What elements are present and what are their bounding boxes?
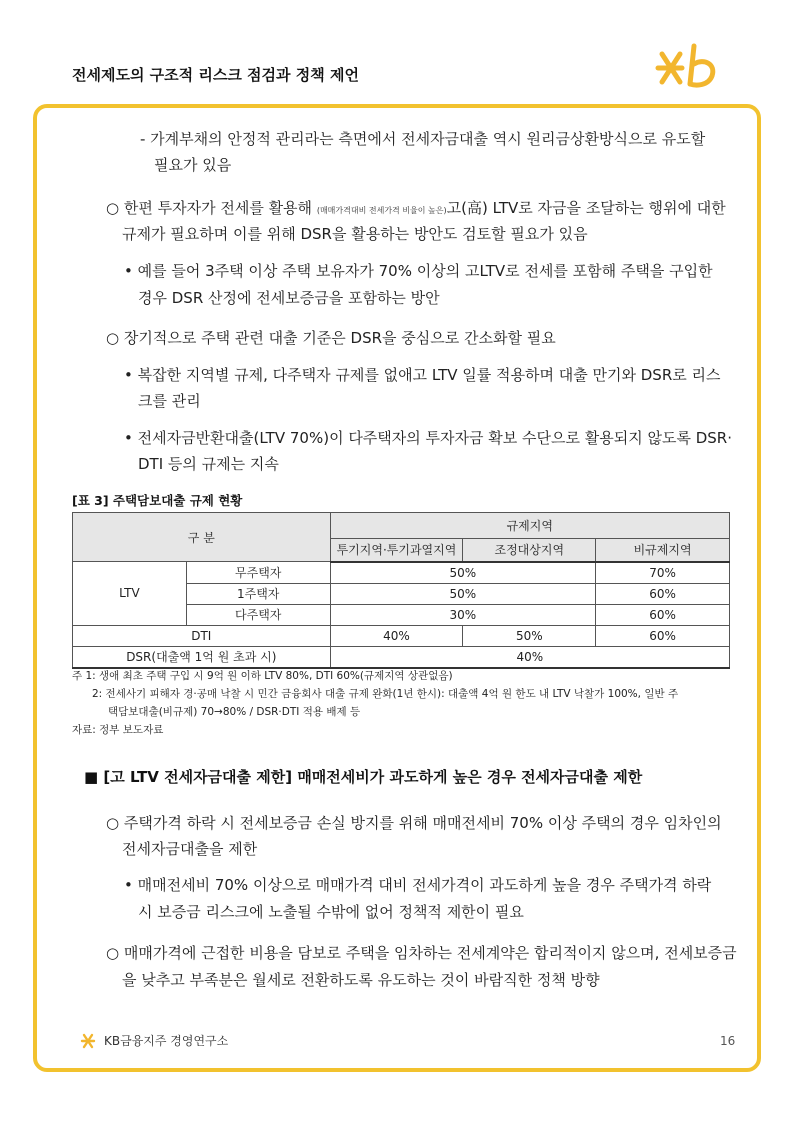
- paragraph-line: • 전세자금반환대출(LTV 70%)이 다주택자의 투자자금 확보 수단으로 활용되지 않도록 DSR·: [124, 429, 732, 447]
- paragraph-line: 전세자금대출을 제한: [122, 840, 258, 858]
- table-cell: 60%: [596, 583, 730, 604]
- paragraph-text: 고(高) LTV로 자금을 조달하는 행위에 대한: [446, 199, 726, 217]
- table-note: 택담보대출(비규제) 70→80% / DSR·DTI 적용 배제 등: [108, 706, 361, 718]
- paragraph-line: 을 낮추고 부족분은 월세로 전환하도록 유도하는 것이 바람직한 정책 방향: [122, 971, 600, 989]
- table-note: 2: 전세사기 피해자 경·공매 낙찰 시 민간 금융회사 대출 규제 완화(1년 한시): 대출액 4억 원 한도 내 LTV 낙찰가 100%, 일반 주: [92, 688, 679, 700]
- table-title: [표 3] 주택담보대출 규제 현황: [72, 493, 243, 508]
- table-cell: 40%: [330, 646, 729, 668]
- paragraph-line: • 복잡한 지역별 규제, 다주택자 규제를 없애고 LTV 일률 적용하며 대출 만기와 DSR로 리스: [124, 366, 721, 384]
- paragraph-line: DTI 등의 규제는 지속: [138, 455, 279, 473]
- paragraph-line: 규제가 필요하며 이를 위해 DSR을 활용하는 방안도 검토할 필요가 있음: [122, 225, 588, 243]
- page-number: 16: [720, 1034, 736, 1048]
- paragraph-line: 경우 DSR 산정에 전세보증금을 포함하는 방안: [138, 289, 440, 307]
- table-source: 자료: 정부 보도자료: [72, 724, 164, 736]
- paragraph-line: • 예를 들어 3주택 이상 주택 보유자가 70% 이상의 고LTV로 전세를 포함해 주택을 구입한: [124, 262, 713, 280]
- header-cell: 규제지역: [330, 513, 729, 539]
- table-cell: 60%: [596, 625, 730, 646]
- header-cell: 투기지역·투기과열지역: [330, 539, 463, 562]
- paragraph-line: - 가계부채의 안정적 관리라는 측면에서 전세자금대출 역시 원리금상환방식으로 유도할: [140, 130, 706, 148]
- paragraph-text: ○ 한편 투자자가 전세를 활용해: [106, 199, 313, 217]
- header-cell: 조정대상지역: [463, 539, 596, 562]
- header-cell: 구 분: [73, 513, 331, 562]
- table-cell: 50%: [330, 562, 596, 584]
- row-header-cell: LTV: [73, 562, 187, 626]
- document-title: 전세제도의 구조적 리스크 점검과 정책 제언: [72, 66, 359, 84]
- superscript-note: (매매가격대비 전세가격 비율이 높은): [316, 206, 447, 215]
- table-cell: 60%: [596, 604, 730, 625]
- section-heading: ■ [고 LTV 전세자금대출 제한] 매매전세비가 과도하게 높은 경우 전세자금대출 제한: [84, 768, 643, 786]
- table-cell: 70%: [596, 562, 730, 584]
- paragraph-line: 크를 관리: [138, 392, 201, 410]
- table-note: 주 1: 생애 최초 주택 구입 시 9억 원 이하 LTV 80%, DTI 60%(규제지역 상관없음): [72, 670, 453, 682]
- paragraph-line: 시 보증금 리스크에 노출될 수밖에 없어 정책적 제한이 필요: [138, 903, 524, 921]
- paragraph-line: 필요가 있음: [154, 156, 232, 174]
- kb-logo-icon: [648, 40, 728, 96]
- table-cell: 50%: [330, 583, 596, 604]
- kb-star-icon: [80, 1032, 102, 1050]
- table-cell: 50%: [463, 625, 596, 646]
- paragraph-line: ○ 주택가격 하락 시 전세보증금 손실 방지를 위해 매매전세비 70% 이상 주택의 경우 임차인의: [106, 814, 722, 832]
- row-header-cell: DSR(대출액 1억 원 초과 시): [73, 646, 331, 668]
- paragraph-line: • 매매전세비 70% 이상으로 매매가격 대비 전세가격이 과도하게 높을 경우 주택가격 하락: [124, 876, 712, 894]
- paragraph-line: ○ 장기적으로 주택 관련 대출 기준은 DSR을 중심으로 간소화할 필요: [106, 329, 556, 347]
- table-cell: 다주택자: [186, 604, 330, 625]
- row-header-cell: DTI: [73, 625, 331, 646]
- regulation-table: [72, 512, 730, 669]
- table-cell: 30%: [330, 604, 596, 625]
- footer-org: KB금융지주 경영연구소: [104, 1034, 229, 1048]
- paragraph-line: ○ 매매가격에 근접한 비용을 담보로 주택을 임차하는 전세계약은 합리적이지 않으며, 전세보증금: [106, 944, 737, 962]
- header-cell: 비규제지역: [596, 539, 730, 562]
- table-cell: 무주택자: [186, 562, 330, 584]
- table-cell: 40%: [330, 625, 463, 646]
- table-cell: 1주택자: [186, 583, 330, 604]
